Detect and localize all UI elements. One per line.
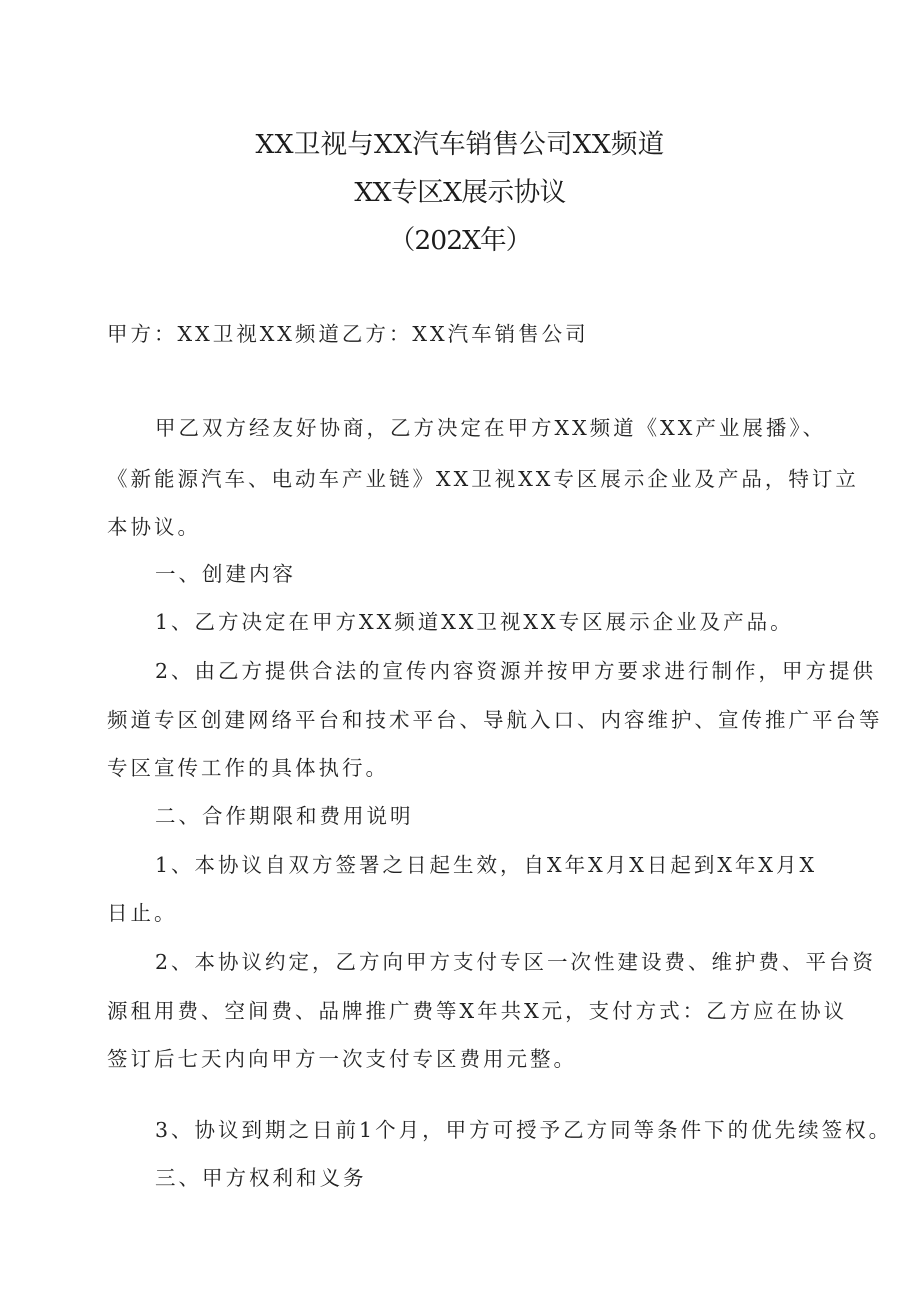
intro-line-1: 甲乙双方经友好协商，乙方决定在甲方XX频道《XX产业展播》、 (155, 416, 827, 440)
section-3-heading: 三、甲方权利和义务 (155, 1166, 367, 1190)
parties-line: 甲方：XX卫视XX频道乙方：XX汽车销售公司 (107, 322, 589, 346)
document-title-year: （202X年） (388, 225, 532, 256)
intro-line-3: 本协议。 (107, 515, 201, 539)
section-1-item-1: 1、乙方决定在甲方XX频道XX卫视XX专区展示企业及产品。 (155, 610, 794, 634)
section-1-item-2-line-1: 2、由乙方提供合法的宣传内容资源并按甲方要求进行制作，甲方提供 (155, 659, 877, 683)
section-2-heading: 二、合作期限和费用说明 (155, 804, 414, 828)
document-title-line-2: XX专区X展示协议 (354, 177, 566, 208)
document-title-line-1: XX卫视与XX汽车销售公司XX频道 (255, 129, 665, 160)
section-2-item-2-line-3: 签订后七天内向甲方一次支付专区费用元整。 (107, 1047, 577, 1071)
section-2-item-2-line-1: 2、本协议约定，乙方向甲方支付专区一次性建设费、维护费、平台资 (155, 950, 877, 974)
section-2-item-2-line-2: 源租用费、空间费、品牌推广费等X年共X元，支付方式：乙方应在协议 (107, 999, 848, 1023)
section-1-item-2-line-2: 频道专区创建网络平台和技术平台、导航入口、内容维护、宣传推广平台等 (107, 708, 883, 732)
section-2-item-1-line-1: 1、本协议自双方签署之日起生效，自X年X月X日起到X年X月X (155, 853, 818, 877)
section-1-heading: 一、创建内容 (155, 562, 296, 586)
section-2-item-3: 3、协议到期之日前1个月，甲方可授予乙方同等条件下的优先续签权。 (155, 1118, 893, 1142)
section-2-item-1-line-2: 日止。 (107, 901, 178, 925)
section-1-item-2-line-3: 专区宣传工作的具体执行。 (107, 756, 389, 780)
intro-line-2: 《新能源汽车、电动车产业链》XX卫视XX专区展示企业及产品，特订立 (107, 467, 859, 491)
